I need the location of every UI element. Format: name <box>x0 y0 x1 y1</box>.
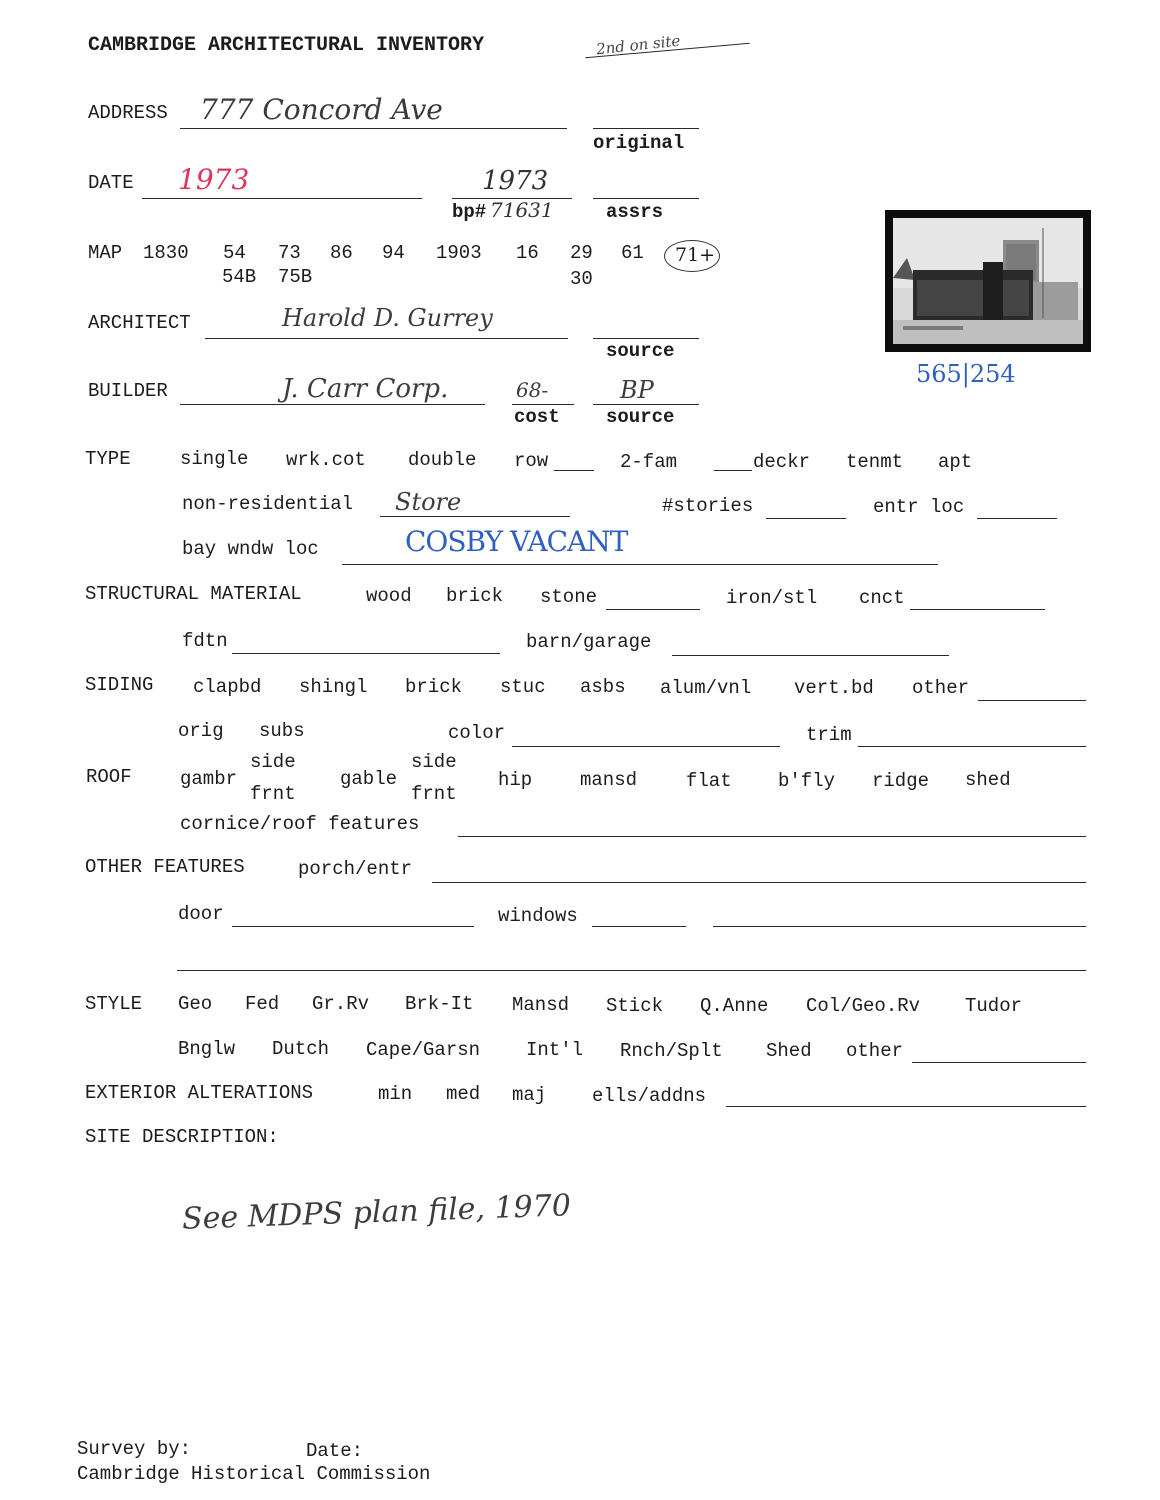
trim-label: trim <box>806 724 852 746</box>
map-year: 94 <box>382 242 405 264</box>
style-option: Dutch <box>272 1038 330 1060</box>
type-option: row <box>514 450 549 472</box>
style-option: Q.Anne <box>700 995 769 1017</box>
extra-line <box>177 970 1086 971</box>
style-option: Rnch/Splt <box>620 1040 723 1062</box>
survey-label: Survey by: <box>77 1438 192 1460</box>
door-line <box>232 926 474 927</box>
subs-label: subs <box>259 720 305 742</box>
assrs-line <box>593 198 699 199</box>
siding-option: alum/vnl <box>660 677 752 699</box>
siding-option: clapbd <box>193 676 262 698</box>
type-option: deckr <box>753 451 811 473</box>
roof-option: ridge <box>872 770 930 792</box>
bay-line <box>342 564 938 565</box>
type-label: TYPE <box>85 448 131 470</box>
original-line <box>593 128 699 129</box>
style-option: Stick <box>606 995 664 1017</box>
structural-option: cnct <box>859 587 905 609</box>
cornice-line <box>458 836 1086 837</box>
alterations-label: EXTERIOR ALTERATIONS <box>85 1082 314 1104</box>
structural-option: wood <box>366 585 412 607</box>
roof-side: side <box>411 751 457 773</box>
style-option: Tudor <box>965 995 1023 1017</box>
siding-option: vert.bd <box>794 677 874 699</box>
barn-label: barn/garage <box>526 631 652 653</box>
style-option: Col/Geo.Rv <box>806 995 921 1017</box>
map-year: 86 <box>330 242 353 264</box>
footer-org: Cambridge Historical Commission <box>77 1463 431 1485</box>
color-label: color <box>448 722 506 744</box>
architect-value: Harold D. Gurrey <box>282 304 493 332</box>
handwritten-note: 2nd on site <box>595 31 682 59</box>
map-year: 29 <box>570 242 593 264</box>
roof-option: flat <box>686 770 732 792</box>
entr-line <box>977 518 1057 519</box>
builder-source-line <box>593 404 699 405</box>
type-option: wrk.cot <box>286 449 366 471</box>
architect-line <box>205 338 568 339</box>
stories-line <box>766 518 846 519</box>
other-line <box>978 700 1086 701</box>
roof-option: shed <box>965 769 1011 791</box>
address-line <box>180 128 567 129</box>
date-line <box>142 198 422 199</box>
type-option: apt <box>938 451 973 473</box>
trim-line <box>858 746 1086 747</box>
windows-line-2 <box>713 926 1086 927</box>
building-photo <box>885 210 1091 352</box>
alteration-option: min <box>378 1083 413 1105</box>
type-option: tenmt <box>846 451 904 473</box>
roof-option: hip <box>498 769 533 791</box>
entr-label: entr loc <box>873 496 965 518</box>
row-blank <box>554 470 594 471</box>
architect-source-line <box>593 338 699 339</box>
siding-option: other <box>912 677 970 699</box>
original-label: original <box>593 132 685 154</box>
style-option: Shed <box>766 1040 812 1062</box>
door-label: door <box>178 903 224 925</box>
structural-option: stone <box>540 586 598 608</box>
builder-label: BUILDER <box>88 380 168 402</box>
cost-label: cost <box>514 406 560 428</box>
map-label: MAP <box>88 242 123 264</box>
fdtn-line <box>232 653 500 654</box>
photo-ref: 565|254 <box>916 360 1016 388</box>
map-circled-value: 71+ <box>675 244 716 266</box>
siding-label: SIDING <box>85 674 154 696</box>
cost-line <box>512 404 574 405</box>
form-title: CAMBRIDGE ARCHITECTURAL INVENTORY <box>88 34 485 57</box>
windows-label: windows <box>498 905 578 927</box>
bay-label: bay wndw loc <box>182 538 319 560</box>
date-value: 1973 <box>178 163 250 196</box>
style-option: Fed <box>245 993 280 1015</box>
style-label: STYLE <box>85 993 143 1015</box>
map-year: 1830 <box>143 242 189 264</box>
style-option: Bnglw <box>178 1038 236 1060</box>
address-value: 777 Concord Ave <box>200 93 443 126</box>
style-option: Geo <box>178 993 213 1015</box>
roof-frnt: frnt <box>250 783 296 805</box>
roof-label: ROOF <box>86 766 132 788</box>
site-label: SITE DESCRIPTION: <box>85 1126 279 1148</box>
barn-line <box>672 655 949 656</box>
roof-option: b'fly <box>778 770 836 792</box>
color-line <box>512 746 780 747</box>
architect-source-label: source <box>606 340 675 362</box>
structural-option: brick <box>446 585 504 607</box>
builder-value: J. Carr Corp. <box>282 374 449 404</box>
nonres-value: Store <box>395 488 462 516</box>
map-year: 61 <box>621 242 644 264</box>
type-option: single <box>180 448 249 470</box>
structural-option: iron/stl <box>726 587 818 609</box>
roof-gambr: gambr <box>180 768 238 790</box>
other-features-label: OTHER FEATURES <box>85 856 245 878</box>
bp-number: 71631 <box>490 198 554 222</box>
builder-source-value: BP <box>620 376 654 404</box>
siding-option: asbs <box>580 676 626 698</box>
stone-line <box>606 609 700 610</box>
map-year: 1903 <box>436 242 482 264</box>
type-option: double <box>408 449 477 471</box>
builder-source-label: source <box>606 406 675 428</box>
map-year: 54B <box>222 266 257 288</box>
map-year: 75B <box>278 266 313 288</box>
bp-label: bp# <box>452 201 487 223</box>
siding-option: stuc <box>500 676 546 698</box>
style-option: Brk-It <box>405 993 474 1015</box>
roof-gable: gable <box>340 768 398 790</box>
addns-line <box>726 1106 1086 1107</box>
type-option: 2-fam <box>620 451 678 473</box>
structural-label: STRUCTURAL MATERIAL <box>85 583 302 605</box>
site-value: See MDPS plan file, 1970 <box>181 1188 572 1237</box>
map-year: 16 <box>516 242 539 264</box>
deckr-blank <box>714 470 752 471</box>
alteration-option: ells/addns <box>592 1085 707 1107</box>
bay-value: COSBY VACANT <box>405 525 628 558</box>
style-option: Gr.Rv <box>312 993 370 1015</box>
assrs-label: assrs <box>606 201 664 223</box>
style-option: Int'l <box>526 1039 584 1061</box>
map-year: 30 <box>570 268 593 290</box>
style-other-line <box>912 1062 1086 1063</box>
style-option: Mansd <box>512 994 570 1016</box>
porch-line <box>432 882 1086 883</box>
date-label: DATE <box>88 172 134 194</box>
roof-side: side <box>250 751 296 773</box>
address-label: ADDRESS <box>88 102 168 124</box>
footer-date-label: Date: <box>306 1440 364 1462</box>
orig-label: orig <box>178 720 224 742</box>
bp-year: 1973 <box>482 166 549 196</box>
roof-frnt: frnt <box>411 783 457 805</box>
cnct-line <box>910 609 1045 610</box>
nonres-label: non-residential <box>182 493 354 515</box>
style-option: other <box>846 1040 904 1062</box>
siding-option: shingl <box>299 676 368 698</box>
map-year: 73 <box>278 242 301 264</box>
cost-value: 68- <box>516 378 549 402</box>
alteration-option: maj <box>512 1084 547 1106</box>
map-year: 54 <box>223 242 246 264</box>
builder-line <box>180 404 485 405</box>
architect-label: ARCHITECT <box>88 312 191 334</box>
porch-label: porch/entr <box>298 858 413 880</box>
stories-label: #stories <box>662 495 754 517</box>
roof-option: mansd <box>580 769 638 791</box>
siding-option: brick <box>405 676 463 698</box>
fdtn-label: fdtn <box>182 630 228 652</box>
style-option: Cape/Garsn <box>366 1039 481 1061</box>
windows-line-1 <box>592 926 686 927</box>
nonres-line <box>380 516 570 517</box>
alteration-option: med <box>446 1083 481 1105</box>
cornice-label: cornice/roof features <box>180 813 420 835</box>
